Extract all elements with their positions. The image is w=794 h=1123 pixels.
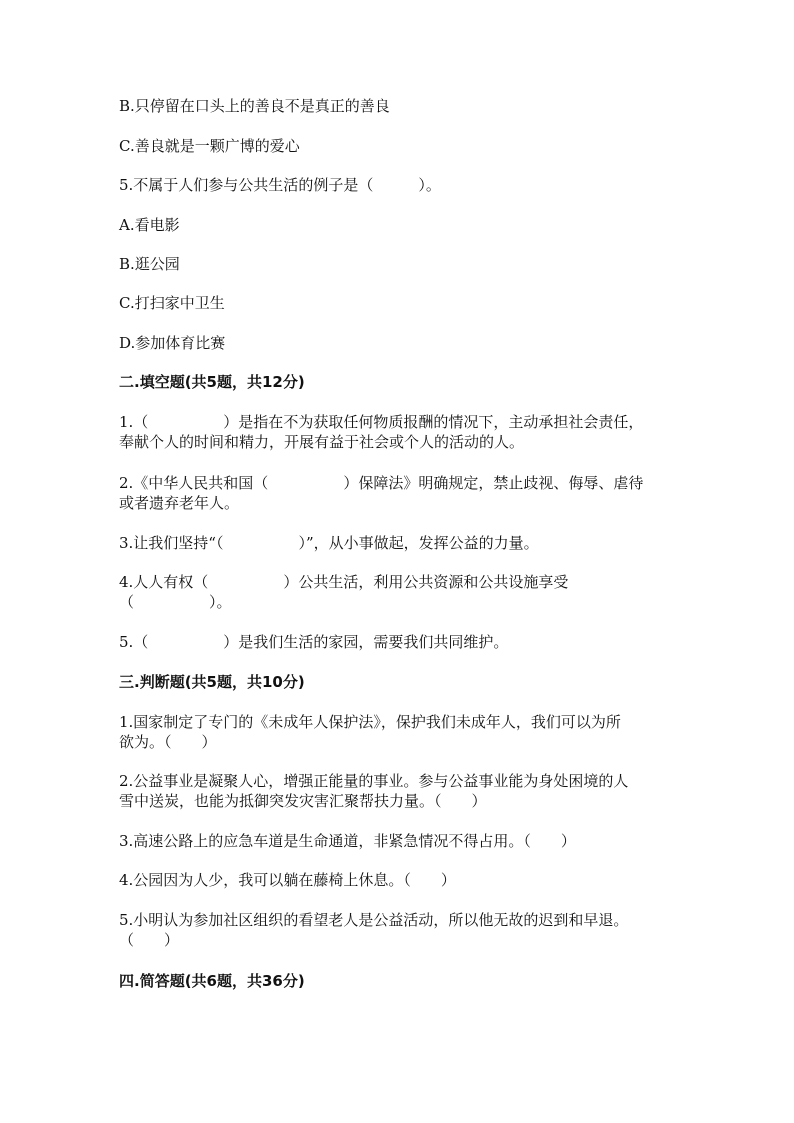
- judgment-2-line-1: 2.公益事业是凝聚人心，增强正能量的事业。参与公益事业能为身处困境的人: [119, 772, 629, 790]
- fill-blank-2-line-2: 或者遗弃老年人。: [119, 494, 240, 512]
- q4-option-c: C.善良就是一颗广博的爱心: [119, 137, 300, 155]
- judgment-1-line-2: 欲为。（ ）: [119, 733, 217, 751]
- section-3-title: 三.判断题(共5题，共10分): [119, 673, 305, 691]
- judgment-3: 3.高速公路上的应急车道是生命通道，非紧急情况不得占用。（ ）: [119, 832, 576, 850]
- section-4-title: 四.简答题(共6题，共36分): [119, 972, 305, 990]
- fill-blank-5: 5.（ ）是我们生活的家园，需要我们共同维护。: [119, 633, 509, 651]
- judgment-5-line-1: 5.小明认为参加社区组织的看望老人是公益活动，所以他无故的迟到和早退。: [119, 911, 629, 929]
- judgment-1-line-1: 1.国家制定了专门的《未成年人保护法》，保护我们未成年人，我们可以为所: [119, 713, 621, 731]
- section-2-title: 二.填空题(共5题，共12分): [119, 373, 305, 391]
- judgment-4: 4.公园因为人少，我可以躺在藤椅上休息。（ ）: [119, 871, 456, 889]
- fill-blank-4-line-1: 4.人人有权（ ）公共生活，利用公共资源和公共设施享受: [119, 573, 569, 591]
- q5-stem: 5.不属于人们参与公共生活的例子是（ ）。: [119, 176, 441, 194]
- judgment-5-line-2: （ ）: [119, 931, 180, 949]
- q5-option-b: B.逛公园: [119, 255, 180, 273]
- fill-blank-3: 3.让我们坚持“（ ）”，从小事做起，发挥公益的力量。: [119, 534, 539, 552]
- judgment-2-line-2: 雪中送炭，也能为抵御突发灾害汇聚帮扶力量。（ ）: [119, 792, 487, 810]
- q4-option-b: B.只停留在口头上的善良不是真正的善良: [119, 97, 390, 115]
- fill-blank-2-line-1: 2.《中华人民共和国（ ）保障法》明确规定，禁止歧视、侮辱、虐待: [119, 474, 644, 492]
- fill-blank-4-line-2: （ ）。: [119, 593, 232, 611]
- q5-option-a: A.看电影: [119, 216, 180, 234]
- q5-option-d: D.参加体育比赛: [119, 334, 226, 352]
- fill-blank-1-line-2: 奉献个人的时间和精力，开展有益于社会或个人的活动的人。: [119, 433, 525, 451]
- q5-option-c: C.打扫家中卫生: [119, 294, 225, 312]
- fill-blank-1-line-1: 1.（ ）是指在不为获取任何物质报酬的情况下，主动承担社会责任，: [119, 413, 644, 431]
